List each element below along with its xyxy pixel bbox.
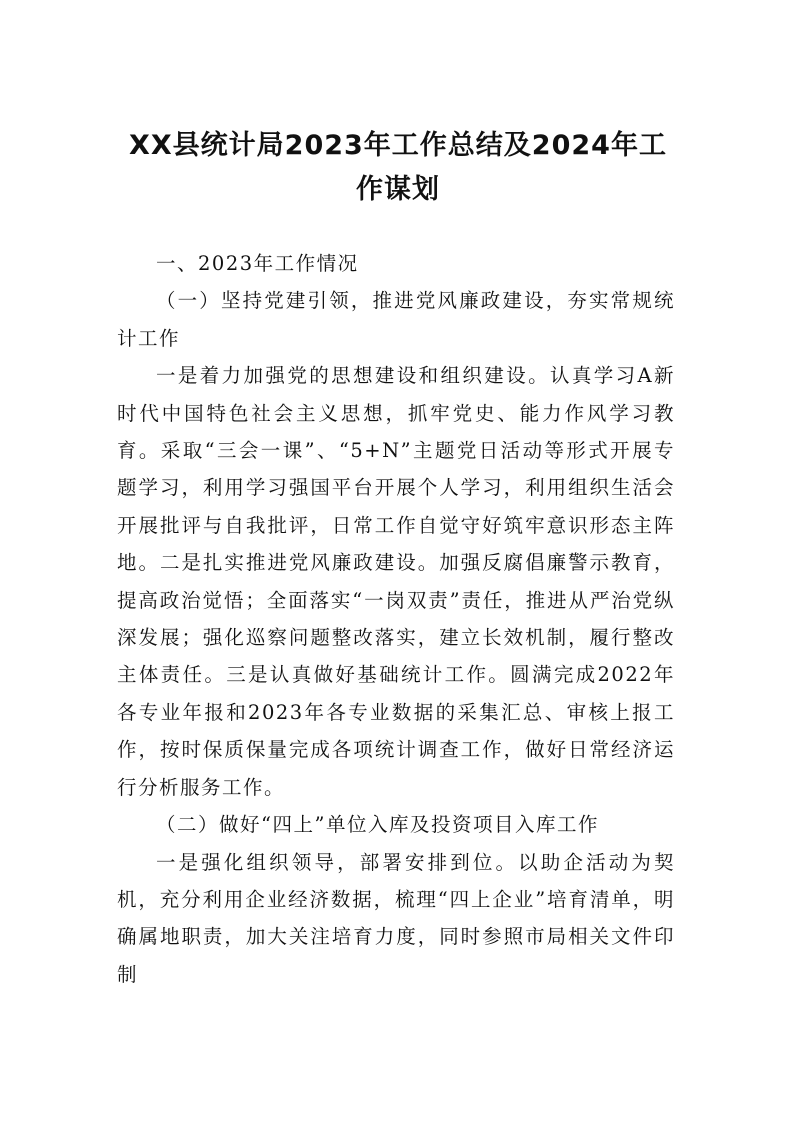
section-heading: 一、2023年工作情况 (156, 252, 359, 275)
document-body (117, 245, 675, 993)
body-paragraph: 一是强化组织领导，部署安排到位。以助企活动为契机，充分利用企业经济数据，梳理“四上企业”培育清单，明确属地职责，加大关注培育力度，同时参照市局相关文件印制 (117, 850, 675, 986)
subsection-heading: （一）坚持党建引领，推进党风廉政建设，夯实常规统计工作 (117, 289, 675, 350)
body-paragraph: 一是着力加强党的思想建设和组织建设。认真学习A新时代中国特色社会主义思想，抓牢党史、能力作风学习教育。采取“三会一课”、“5+N”主题党日活动等形式开展专题学习，利用学习强国平台开展个人学习，利用组织生活会开展批评与自我批评，日常工作自觉守好筑牢意识形态主阵地。二是扎实推进党风廉政建设。加强反腐倡廉警示教育，提高政治觉悟；全面落实“一岗双责”责任，推进从严治党纵深发展；强化巡察问题整改落实，建立长效机制，履行整改主体责任。三是认真做好基础统计工作。圆满完成2022年各专业年报和2023年各专业数据的采集汇总、审核上报工作，按时保质保量完成各项统计调查工作，做好日常经济运行分析服务工作。 (117, 364, 675, 799)
document-title: XX县统计局2023年工作总结及2024年工作谋划 (129, 130, 667, 205)
subsection-heading: （二）做好“四上”单位入库及投资项目入库工作 (156, 813, 599, 837)
